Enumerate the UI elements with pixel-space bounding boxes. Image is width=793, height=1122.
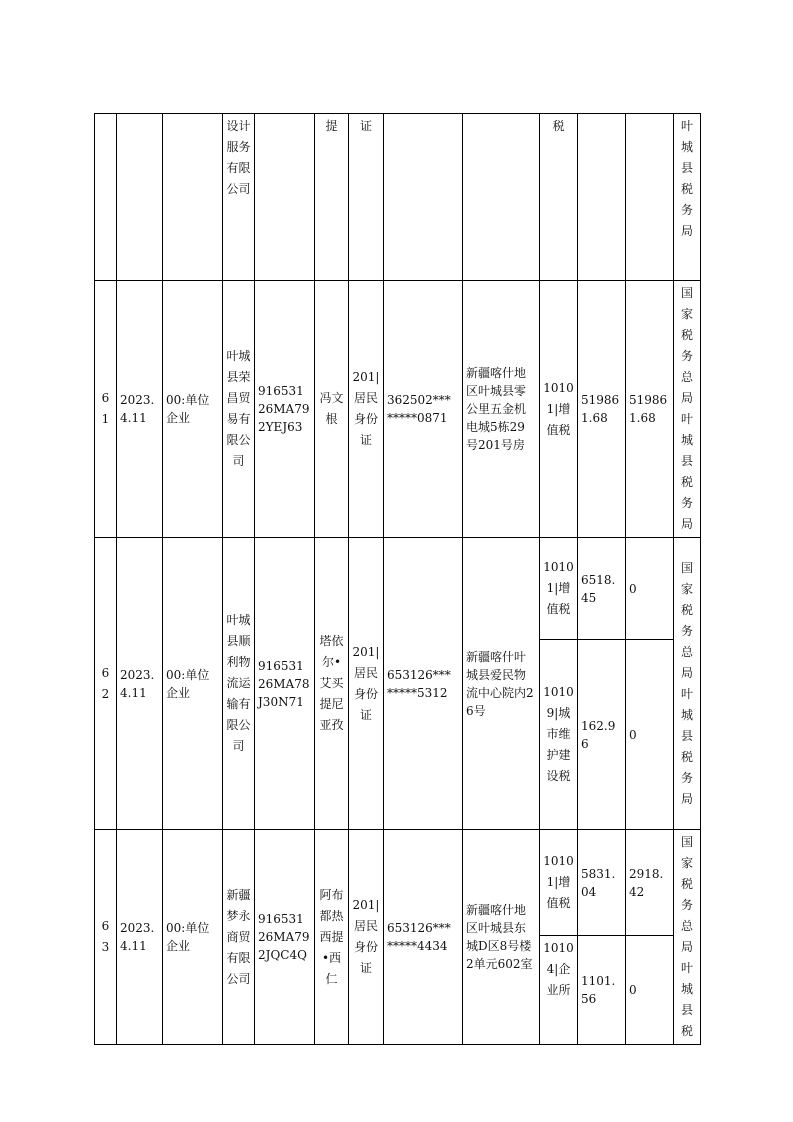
type-cell: 00:单位企业 (163, 830, 223, 1045)
taxpayer-name-cell: 设计服务有限公司 (223, 114, 255, 281)
table-row (95, 830, 701, 936)
credit-code-cell: 91653126MA792YEJ63 (255, 281, 315, 538)
tax-authority-cell: 国家税务总局叶城县税 (674, 830, 701, 1045)
tax-record-table (94, 113, 701, 1045)
tax-amount-cell: 6518.45 (578, 538, 626, 640)
taxpayer-name-cell: 叶城县顺利物流运输有限公司 (223, 538, 255, 830)
paid-amount-cell: 0 (626, 538, 674, 640)
address-cell (463, 114, 540, 281)
tax-amount-cell: 519861.68 (578, 281, 626, 538)
tax-type-cell: 10101|增值税 (540, 830, 578, 936)
id-type-cell: 证 (349, 114, 384, 281)
tax-type-cell: 10109|城市维护建设税 (540, 640, 578, 830)
date-cell: 2023.4.11 (117, 538, 163, 830)
id-type-cell: 201|居民身份证 (349, 830, 384, 1045)
id-number-cell: 362502*** *****0871 (384, 281, 463, 538)
date-cell: 2023.4.11 (117, 281, 163, 538)
index-cell: 62 (95, 538, 117, 830)
type-cell: 00:单位企业 (163, 281, 223, 538)
legal-rep-cell: 冯文根 (315, 281, 349, 538)
tax-amount-cell: 5831.04 (578, 830, 626, 936)
taxpayer-name-cell: 新疆梦永商贸有限公司 (223, 830, 255, 1045)
tax-authority-cell: 国家税务总局叶城县税务局 (674, 538, 701, 830)
table-row (95, 281, 701, 538)
tax-authority-cell: 叶城县税务局 (674, 114, 701, 281)
paid-amount-cell: 0 (626, 640, 674, 830)
paid-amount-cell: 0 (626, 936, 674, 1045)
index-cell: 61 (95, 281, 117, 538)
legal-rep-cell: 塔依尔•艾买提尼亚孜 (315, 538, 349, 830)
address-cell: 新疆喀什地区叶城县东城D区8号楼2单元602室 (463, 830, 540, 1045)
index-cell: 63 (95, 830, 117, 1045)
tax-type-cell: 10101|增值税 (540, 281, 578, 538)
table-row (95, 538, 701, 640)
id-number-cell: 653126*** *****5312 (384, 538, 463, 830)
tax-amount-cell (578, 114, 626, 281)
taxpayer-name-cell: 叶城县荣昌贸易有限公司 (223, 281, 255, 538)
paid-amount-cell: 2918.42 (626, 830, 674, 936)
address-cell: 新疆喀什叶城县爱民物流中心院内26号 (463, 538, 540, 830)
date-cell (117, 114, 163, 281)
id-type-cell: 201|居民身份证 (349, 538, 384, 830)
paid-amount-cell (626, 114, 674, 281)
tax-type-cell: 10101|增值税 (540, 538, 578, 640)
index-cell (95, 114, 117, 281)
legal-rep-cell: 阿布都热西提•西仁 (315, 830, 349, 1045)
date-cell: 2023.4.11 (117, 830, 163, 1045)
tax-amount-cell: 1101.56 (578, 936, 626, 1045)
credit-code-cell (255, 114, 315, 281)
table-row-continuation (95, 114, 701, 281)
address-cell: 新疆喀什地区叶城县零公里五金机电城5栋29号201号房 (463, 281, 540, 538)
type-cell: 00:单位企业 (163, 538, 223, 830)
id-type-cell: 201|居民身份证 (349, 281, 384, 538)
legal-rep-cell: 提 (315, 114, 349, 281)
type-cell (163, 114, 223, 281)
id-number-cell (384, 114, 463, 281)
paid-amount-cell: 519861.68 (626, 281, 674, 538)
tax-amount-cell: 162.96 (578, 640, 626, 830)
tax-type-cell: 税 (540, 114, 578, 281)
credit-code-cell: 91653126MA792JQC4Q (255, 830, 315, 1045)
credit-code-cell: 91653126MA78J30N71 (255, 538, 315, 830)
tax-authority-cell: 国家税务总局叶城县税务局 (674, 281, 701, 538)
id-number-cell: 653126*** *****4434 (384, 830, 463, 1045)
tax-type-cell: 10104|企业所 (540, 936, 578, 1045)
